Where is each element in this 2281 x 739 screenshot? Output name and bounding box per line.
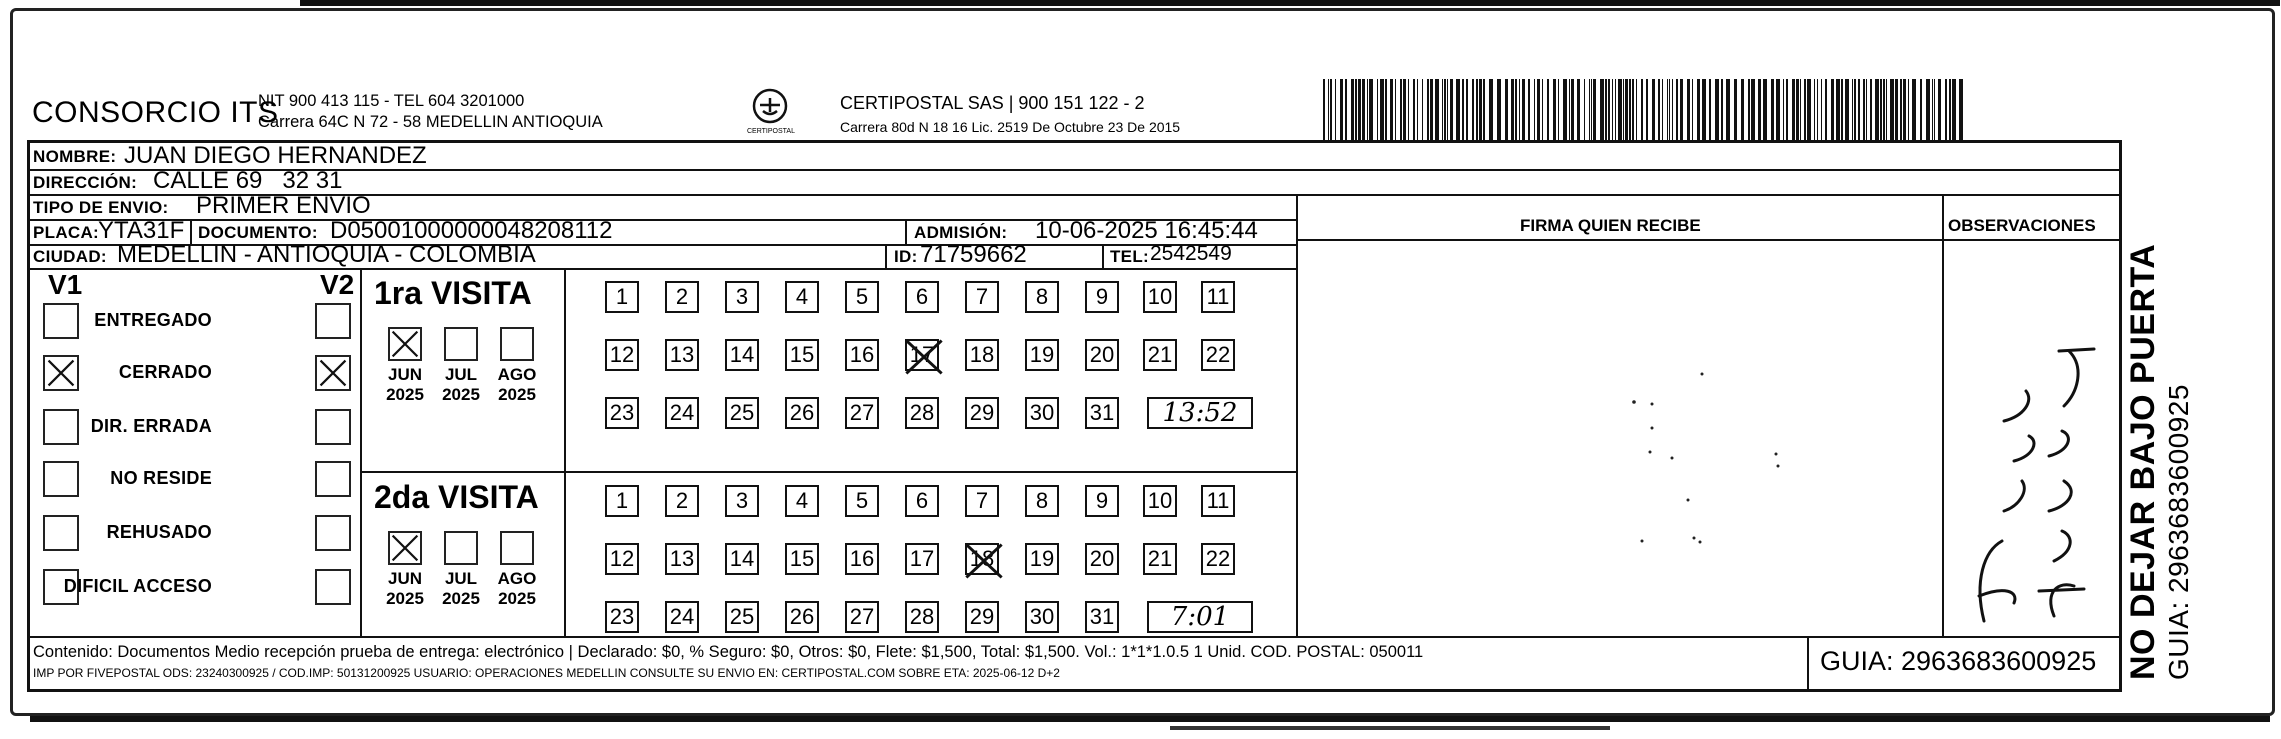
v2-checkbox[interactable] [315,461,351,497]
day-box[interactable]: 10 [1143,281,1177,313]
ciudad-label: CIUDAD: [33,247,107,266]
day-box[interactable]: 31 [1085,397,1119,429]
month-checkbox[interactable] [444,327,478,361]
month-year: 2025 [498,589,536,608]
month-checkbox[interactable] [388,327,422,361]
day-box[interactable]: 22 [1201,543,1235,575]
day-box[interactable]: 5 [845,281,879,313]
tel-label: TEL: [1110,247,1149,266]
day-box[interactable]: 7 [965,281,999,313]
day-box[interactable]: 22 [1201,339,1235,371]
day-box[interactable]: 5 [845,485,879,517]
day-box[interactable]: 24 [665,397,699,429]
day-box[interactable]: 25 [725,397,759,429]
day-box[interactable]: 21 [1143,543,1177,575]
tel-value: 2542549 [1150,242,1232,265]
day-box[interactable]: 6 [905,281,939,313]
day-box[interactable]: 11 [1201,281,1235,313]
month-checkbox[interactable] [500,531,534,565]
day-box[interactable]: 18 [965,339,999,371]
company-nit-line: NIT 900 413 115 - TEL 604 3201000 [258,92,525,110]
day-box[interactable]: 14 [725,339,759,371]
day-box[interactable]: 8 [1025,281,1059,313]
day-box[interactable]: 1 [605,281,639,313]
signature-area[interactable] [1300,241,1940,633]
day-box[interactable]: 28 [905,601,939,633]
month-name: JUL [444,365,478,384]
tipo-envio-value: PRIMER ENVIO [196,192,371,219]
month-checkbox[interactable] [500,327,534,361]
visit-title: 2da VISITA [374,479,539,515]
day-box[interactable]: 3 [725,281,759,313]
day-box[interactable]: 30 [1025,397,1059,429]
day-box[interactable]: 21 [1143,339,1177,371]
month-name: AGO [497,569,537,588]
month-name: JUN [387,365,422,384]
observaciones-handwriting [1944,241,2119,633]
side-text [2124,244,2195,680]
day-box[interactable]: 30 [1025,601,1059,633]
firma-title: FIRMA QUIEN RECIBE [1520,216,1701,235]
admision-label: ADMISIÓN: [914,223,1008,242]
status-label: NO RESIDE [110,468,212,488]
day-box[interactable]: 4 [785,281,819,313]
day-box[interactable]: 19 [1025,339,1059,371]
month-label [375,569,435,609]
day-box[interactable]: 7 [965,485,999,517]
month-label [431,365,491,405]
month-label [431,569,491,609]
month-label [487,569,547,609]
day-box[interactable]: 12 [605,339,639,371]
scan-lower-line [1170,726,1610,730]
day-box[interactable]: 19 [1025,543,1059,575]
day-box[interactable]: 16 [845,543,879,575]
documento-label: DOCUMENTO: [198,223,318,242]
scan-top-edge [300,0,2280,6]
month-year: 2025 [386,385,424,404]
footer-contents: Contenido: Documentos Medio recepción prueba de entrega: electrónico | Declarado: $0, % Seguro: $0, Otros: $0, Flete: $1,500, Total: $1,500. Vol.: 1*1*1.0.5 1 Unid. COD. POSTAL: 050011 [33,643,1424,661]
footer-guia: GUIA: 2963683600925 [1820,646,2097,676]
day-box[interactable]: 9 [1085,485,1119,517]
status-label: REHUSADO [106,522,212,542]
day-box[interactable]: 23 [605,397,639,429]
observaciones-title: OBSERVACIONES [1948,216,2096,235]
month-name: JUL [444,569,478,588]
certipostal-address: Carrera 80d N 18 16 Lic. 2519 De Octubre 23 De 2015 [840,119,1181,135]
day-box[interactable]: 15 [785,543,819,575]
day-box[interactable]: 29 [965,397,999,429]
day-box[interactable]: 20 [1085,339,1119,371]
side-guia: GUIA: 2963683600925 [2163,384,2194,680]
day-box[interactable]: 6 [905,485,939,517]
v2-checkbox[interactable] [315,409,351,445]
shipping-form [27,140,2122,692]
status-label: ENTREGADO [94,310,212,330]
day-box[interactable]: 26 [785,601,819,633]
day-box[interactable]: 1 [605,485,639,517]
day-box[interactable]: 17 [905,339,939,371]
day-box[interactable]: 12 [605,543,639,575]
documento-value: D05001000000048208112 [330,217,613,244]
v2-checkbox[interactable] [315,515,351,551]
direccion-value: CALLE 69 32 31 [153,167,343,194]
ciudad-value: MEDELLIN - ANTIOQUIA - COLOMBIA [117,241,536,268]
v2-header: V2 [320,269,355,300]
day-box[interactable]: 23 [605,601,639,633]
day-box[interactable]: 2 [665,281,699,313]
status-label: DIFICIL ACCESO [63,576,212,596]
day-box[interactable]: 16 [845,339,879,371]
direccion-label: DIRECCIÓN: [33,173,138,192]
day-mark-icon [904,338,944,376]
v2-checkbox[interactable] [315,569,351,605]
month-name: AGO [497,365,537,384]
day-box[interactable]: 24 [665,601,699,633]
certipostal-logo-icon [750,86,790,126]
day-box[interactable]: 10 [1143,485,1177,517]
day-box[interactable]: 13 [665,543,699,575]
visit-time[interactable]: 7:01 [1147,601,1253,633]
nombre-label: NOMBRE: [33,147,117,166]
visit-title: 1ra VISITA [374,275,532,311]
day-box[interactable]: 9 [1085,281,1119,313]
day-box[interactable]: 15 [785,339,819,371]
v2-checkbox[interactable] [315,303,351,339]
month-year: 2025 [498,385,536,404]
company-address-line: Carrera 64C N 72 - 58 MEDELLIN ANTIOQUIA [258,113,603,131]
nombre-value: JUAN DIEGO HERNANDEZ [124,142,427,169]
day-box[interactable]: 31 [1085,601,1119,633]
month-checkbox[interactable] [444,531,478,565]
day-box[interactable]: 18 [965,543,999,575]
certipostal-info [840,91,1180,139]
month-label [487,365,547,405]
scan-bottom-edge [30,716,2270,722]
day-box[interactable]: 13 [665,339,699,371]
tipo-envio-label: TIPO DE ENVIO: [33,198,169,217]
day-box[interactable]: 25 [725,601,759,633]
month-year: 2025 [386,589,424,608]
day-box[interactable]: 14 [725,543,759,575]
day-box[interactable]: 27 [845,601,879,633]
day-box[interactable]: 8 [1025,485,1059,517]
day-box[interactable]: 3 [725,485,759,517]
day-box[interactable]: 2 [665,485,699,517]
certipostal-nit: CERTIPOSTAL SAS | 900 151 122 - 2 [840,93,1145,113]
month-label [375,365,435,405]
day-mark-icon [964,542,1004,580]
admision-value: 10-06-2025 16:45:44 [1035,217,1258,244]
logo-caption: CERTIPOSTAL [747,128,795,135]
id-value: 71759662 [920,241,1027,268]
day-box[interactable]: 17 [905,543,939,575]
day-box[interactable]: 26 [785,397,819,429]
day-box[interactable]: 28 [905,397,939,429]
month-name: JUN [387,569,422,588]
day-box[interactable]: 29 [965,601,999,633]
day-box[interactable]: 4 [785,485,819,517]
visit-time[interactable]: 13:52 [1147,397,1253,429]
month-year: 2025 [442,589,480,608]
barcode-icon [1323,79,1966,141]
month-year: 2025 [442,385,480,404]
v2-checkbox[interactable] [315,355,351,391]
footer-print-info: IMP POR FIVEPOSTAL ODS: 23240300925 / COD.IMP: 50131200925 USUARIO: OPERACIONES MEDELLIN CONSULTE SU ENVIO EN: CERTIPOSTAL.COM SOBRE ETA: 2025-06-12 D+2 [33,666,1060,680]
no-dejar-bajo-puerta: NO DEJAR BAJO PUERTA [2124,243,2162,680]
company-name: CONSORCIO ITS [32,96,279,129]
placa-label: PLACA: [33,223,100,242]
month-checkbox[interactable] [388,531,422,565]
day-box[interactable]: 20 [1085,543,1119,575]
day-box[interactable]: 11 [1201,485,1235,517]
status-label: DIR. ERRADA [90,416,212,436]
company-info [258,91,603,133]
placa-value: YTA31F [98,217,185,244]
day-box[interactable]: 27 [845,397,879,429]
id-label: ID: [894,247,918,266]
v1-header: V1 [48,269,83,300]
status-label: CERRADO [118,362,212,382]
